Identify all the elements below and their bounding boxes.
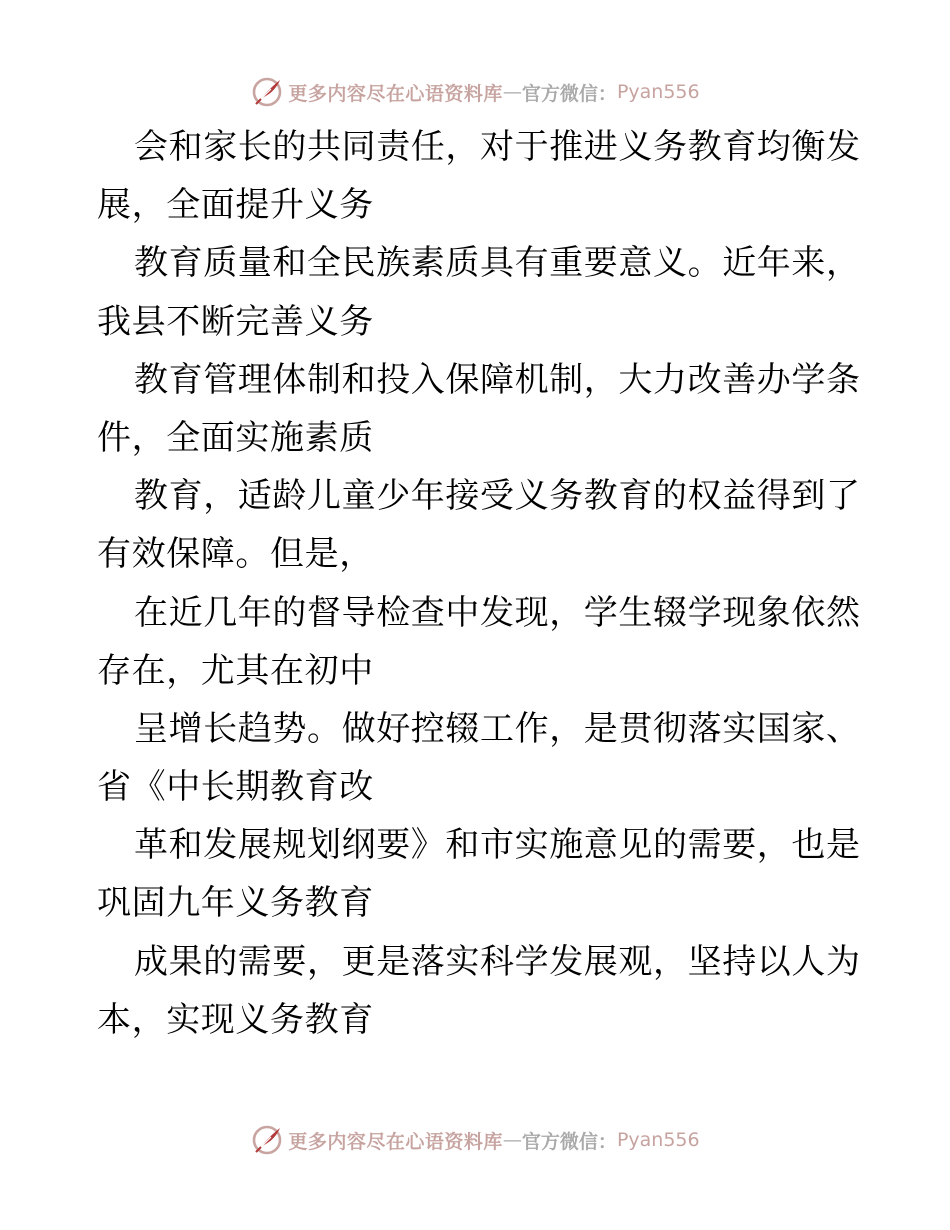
body-line: 展，全面提升义务 (97, 185, 374, 226)
body-line: 呈增长趋势。做好控辍工作，是贯彻落实国家、 (134, 708, 861, 749)
body-line: 教育质量和全民族素质具有重要意义。近年来， (134, 243, 861, 284)
body-line: 巩固九年义务教育 (97, 883, 374, 924)
watermark-wechat-id: Pyan556 (616, 1129, 700, 1151)
watermark-wechat-label: 官方微信： (521, 82, 617, 105)
body-line: 本，实现义务教育 (97, 999, 374, 1040)
body-line: 成果的需要，更是落实科学发展观，坚持以人为 (134, 941, 861, 982)
feather-pen-circle-icon (250, 75, 284, 109)
body-line: 教育，适龄儿童少年接受义务教育的权益得到了 (134, 476, 861, 517)
watermark-wechat-label: 官方微信： (521, 1130, 617, 1153)
watermark-dash: — (502, 1129, 522, 1151)
footer-watermark (0, 1120, 950, 1160)
feather-pen-circle-icon (250, 1123, 284, 1157)
body-line: 省《中长期教育改 (97, 767, 374, 808)
body-line: 教育管理体制和投入保障机制，大力改善办学条 (134, 359, 861, 400)
body-line: 革和发展规划纲要》和市实施意见的需要，也是 (134, 825, 861, 866)
header-watermark (0, 72, 950, 112)
body-line: 在近几年的督导检查中发现，学生辍学现象依然 (134, 592, 861, 633)
watermark-text: 更多内容尽在心语资料库 (288, 1130, 503, 1153)
watermark-dash: — (502, 81, 522, 103)
body-line: 我县不断完善义务 (97, 301, 374, 342)
watermark-wechat-id: Pyan556 (616, 81, 700, 103)
body-line: 存在，尤其在初中 (97, 650, 374, 691)
document-body (97, 118, 877, 1049)
body-line: 有效保障。但是， (97, 534, 374, 575)
body-line: 件，全面实施素质 (97, 417, 374, 458)
watermark-text: 更多内容尽在心语资料库 (288, 82, 503, 105)
body-line: 会和家长的共同责任，对于推进义务教育均衡发 (134, 127, 861, 167)
